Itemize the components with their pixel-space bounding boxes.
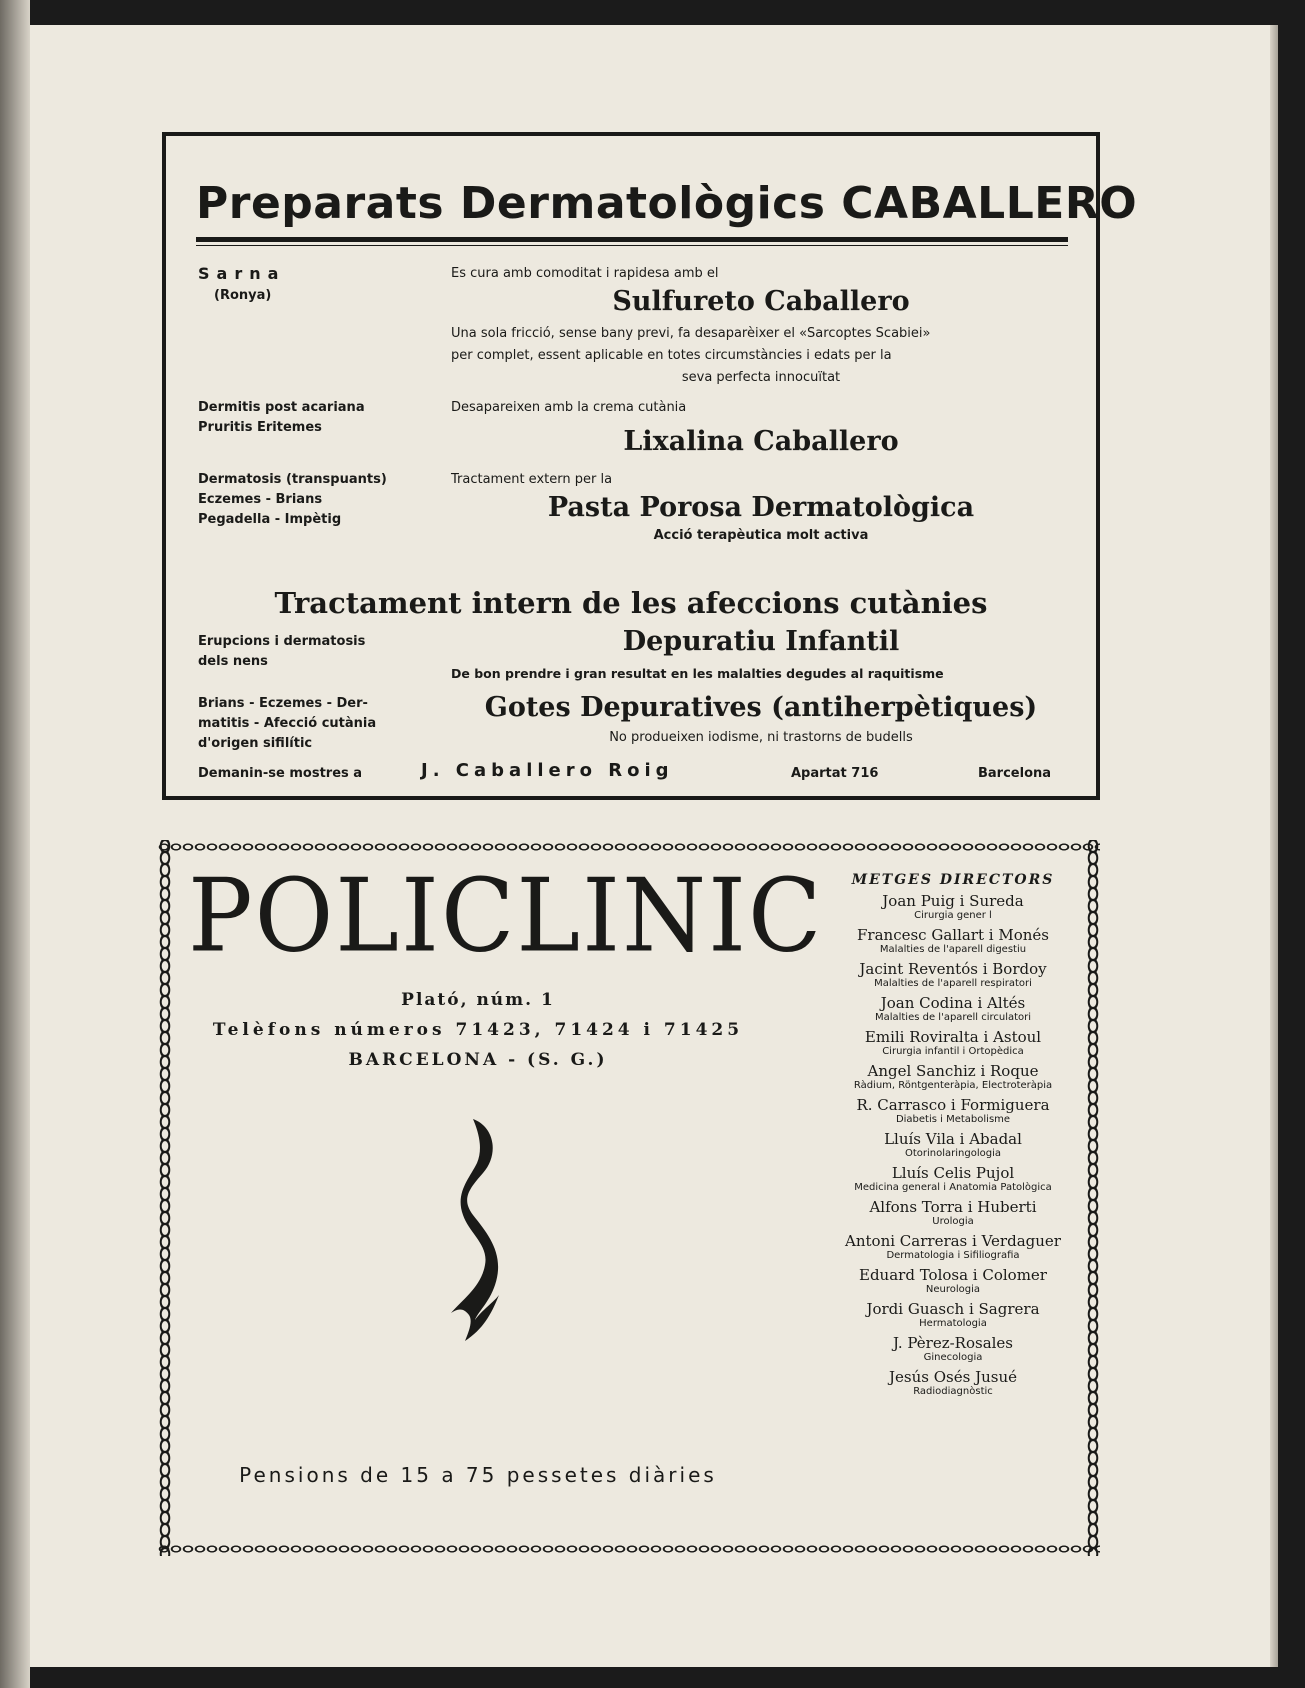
page-edge bbox=[1270, 25, 1278, 1667]
chain-border-right bbox=[1086, 840, 1100, 1556]
doctor-specialty: Medicina general i Anatomia Patològica bbox=[854, 1182, 1052, 1193]
doctor-entry bbox=[818, 1096, 1088, 1126]
doctor-entry bbox=[818, 1028, 1088, 1058]
doctor-entry bbox=[818, 1368, 1088, 1398]
doctor-entry bbox=[818, 1300, 1088, 1330]
doctor-name: Angel Sanchiz i Roque bbox=[867, 1062, 1039, 1080]
policlinic-address: Plató, núm. 1 bbox=[401, 990, 555, 1010]
stylized-s-emblem-icon bbox=[433, 1115, 533, 1345]
doctor-specialty: Radiodiagnòstic bbox=[913, 1386, 993, 1397]
label-pegadella: Pegadella - Impètig bbox=[198, 512, 342, 527]
label-dermitis: Dermitis post acariana bbox=[198, 400, 365, 415]
doctor-specialty: Hermatologia bbox=[919, 1318, 987, 1329]
doctor-specialty: Ginecologia bbox=[923, 1352, 983, 1363]
label-eczemes: Eczemes - Brians bbox=[198, 492, 323, 507]
label-erupcions: Erupcions i dermatosis bbox=[198, 634, 366, 649]
book-spine bbox=[0, 0, 30, 1688]
doctor-specialty: Urologia bbox=[932, 1216, 974, 1227]
doctor-entry bbox=[818, 1164, 1088, 1194]
doctor-entry bbox=[818, 994, 1088, 1024]
label-sarna: Sarna bbox=[198, 264, 286, 283]
doctors-list bbox=[818, 872, 1088, 1402]
caballero-advertisement bbox=[162, 132, 1138, 800]
doctor-name: Jacint Reventós i Bordoy bbox=[859, 960, 1047, 978]
gotes-desc: No produeixen iodisme, ni trastorns de budells bbox=[609, 730, 913, 745]
doctor-name: Lluís Vila i Abadal bbox=[884, 1130, 1022, 1148]
label-brians: Brians - Eczemes - Der- bbox=[198, 696, 368, 711]
doctor-name: Jordi Guasch i Sagrera bbox=[866, 1300, 1040, 1318]
doctor-entry bbox=[818, 1334, 1088, 1364]
pensions-line: Pensions de 15 a 75 pessetes diàries bbox=[239, 1463, 717, 1487]
doctor-entry bbox=[818, 892, 1088, 922]
product-lixalina: Lixalina Caballero bbox=[623, 426, 899, 457]
title-rule-thin bbox=[196, 245, 1068, 246]
doctor-specialty: Otorinolaringologia bbox=[904, 1148, 1001, 1159]
doctor-name: J. Pèrez-Rosales bbox=[892, 1334, 1014, 1352]
internal-treatment-heading: Tractament intern de les afeccions cutànies bbox=[274, 586, 988, 620]
chain-border-left bbox=[158, 840, 172, 1556]
doctor-specialty: Dermatologia i Sifiliografia bbox=[886, 1250, 1020, 1261]
doctor-name: Joan Codina i Altés bbox=[880, 994, 1026, 1012]
title-rule bbox=[196, 237, 1068, 242]
doctor-name: Francesc Gallart i Monés bbox=[857, 926, 1049, 944]
pasta-intro: Tractament extern per la bbox=[451, 472, 613, 487]
label-dermatosis: Dermatosis (transpuants) bbox=[198, 472, 387, 487]
doctor-entry bbox=[818, 1232, 1088, 1262]
doctor-entry bbox=[818, 1198, 1088, 1228]
sarna-desc-1: Una sola fricció, sense bany previ, fa desaparèixer el «Sarcoptes Scabiei» bbox=[451, 326, 931, 341]
label-sifilitic: d'origen sifilític bbox=[198, 736, 313, 751]
lixalina-intro: Desapareixen amb la crema cutània bbox=[451, 400, 687, 415]
sarna-desc-3: seva perfecta innocuïtat bbox=[681, 370, 841, 385]
doctor-name: Lluís Celis Pujol bbox=[891, 1164, 1015, 1182]
doctor-specialty: Diabetis i Metabolisme bbox=[895, 1114, 1011, 1125]
policlinic-phones: Telèfons números 71423, 71424 i 71425 bbox=[212, 1020, 744, 1040]
doctor-name: R. Carrasco i Formiguera bbox=[856, 1096, 1050, 1114]
doctor-specialty: Cirurgia gener l bbox=[914, 910, 992, 921]
doctor-name: Alfons Torra i Huberti bbox=[869, 1198, 1037, 1216]
doctor-name: Jesús Osés Jusué bbox=[889, 1368, 1017, 1386]
policlinic-title: POLICLINIC bbox=[188, 857, 824, 975]
doctor-entry bbox=[818, 960, 1088, 990]
doctor-entry bbox=[818, 1062, 1088, 1092]
doctor-entry bbox=[818, 1130, 1088, 1160]
policlinic-city: BARCELONA - (S. G.) bbox=[348, 1050, 608, 1070]
policlinic-advertisement bbox=[158, 840, 1100, 1556]
product-pasta-porosa: Pasta Porosa Dermatològica bbox=[547, 492, 975, 523]
product-gotes-depuratives: Gotes Depuratives (antiherpètiques) bbox=[484, 692, 1038, 723]
doctor-name: Antoni Carreras i Verdaguer bbox=[845, 1232, 1061, 1250]
chain-border-bottom bbox=[158, 1542, 1100, 1556]
scanned-page bbox=[30, 25, 1278, 1667]
doctor-specialty: Malalties de l'aparell respiratori bbox=[874, 978, 1032, 989]
doctor-name: Eduard Tolosa i Colomer bbox=[859, 1266, 1047, 1284]
chain-border-top bbox=[158, 840, 1100, 854]
depuratiu-desc: De bon prendre i gran resultat en les malalties degudes al raquitisme bbox=[451, 666, 944, 681]
doctor-specialty: Neurologia bbox=[925, 1284, 981, 1295]
product-depuratiu-infantil: Depuratiu Infantil bbox=[622, 626, 900, 657]
doctor-entry bbox=[818, 1266, 1088, 1296]
doctors-heading: METGES DIRECTORS bbox=[851, 872, 1055, 888]
sarna-desc-2: per complet, essent aplicable en totes circumstàncies i edats per la bbox=[451, 348, 892, 363]
label-ronya: (Ronya) bbox=[214, 288, 272, 303]
footer-company: J. Caballero Roig bbox=[421, 760, 674, 781]
doctor-specialty: Malalties de l'aparell digestiu bbox=[879, 944, 1027, 955]
pasta-desc: Acció terapèutica molt activa bbox=[653, 528, 869, 543]
doctor-entry bbox=[818, 926, 1088, 956]
footer-request: Demanin-se mostres a bbox=[198, 766, 363, 781]
doctor-specialty: Cirurgia infantil i Ortopèdica bbox=[882, 1046, 1024, 1057]
footer-box: Apartat 716 bbox=[791, 766, 879, 781]
product-sulfureto: Sulfureto Caballero bbox=[612, 286, 910, 317]
ad-title: Preparats Dermatològics CABALLERO bbox=[196, 178, 1138, 229]
label-pruritis: Pruritis Eritemes bbox=[198, 420, 322, 435]
doctor-name: Joan Puig i Sureda bbox=[882, 892, 1024, 910]
label-matitis: matitis - Afecció cutània bbox=[198, 716, 377, 731]
doctor-name: Emili Roviralta i Astoul bbox=[864, 1028, 1042, 1046]
label-dels-nens: dels nens bbox=[198, 654, 268, 669]
doctor-specialty: Ràdium, Röntgenteràpia, Electroteràpia bbox=[853, 1080, 1053, 1091]
sarna-intro: Es cura amb comoditat i rapidesa amb el bbox=[451, 266, 719, 281]
doctor-specialty: Malalties de l'aparell circulatori bbox=[874, 1012, 1032, 1023]
footer-city: Barcelona bbox=[978, 766, 1052, 781]
